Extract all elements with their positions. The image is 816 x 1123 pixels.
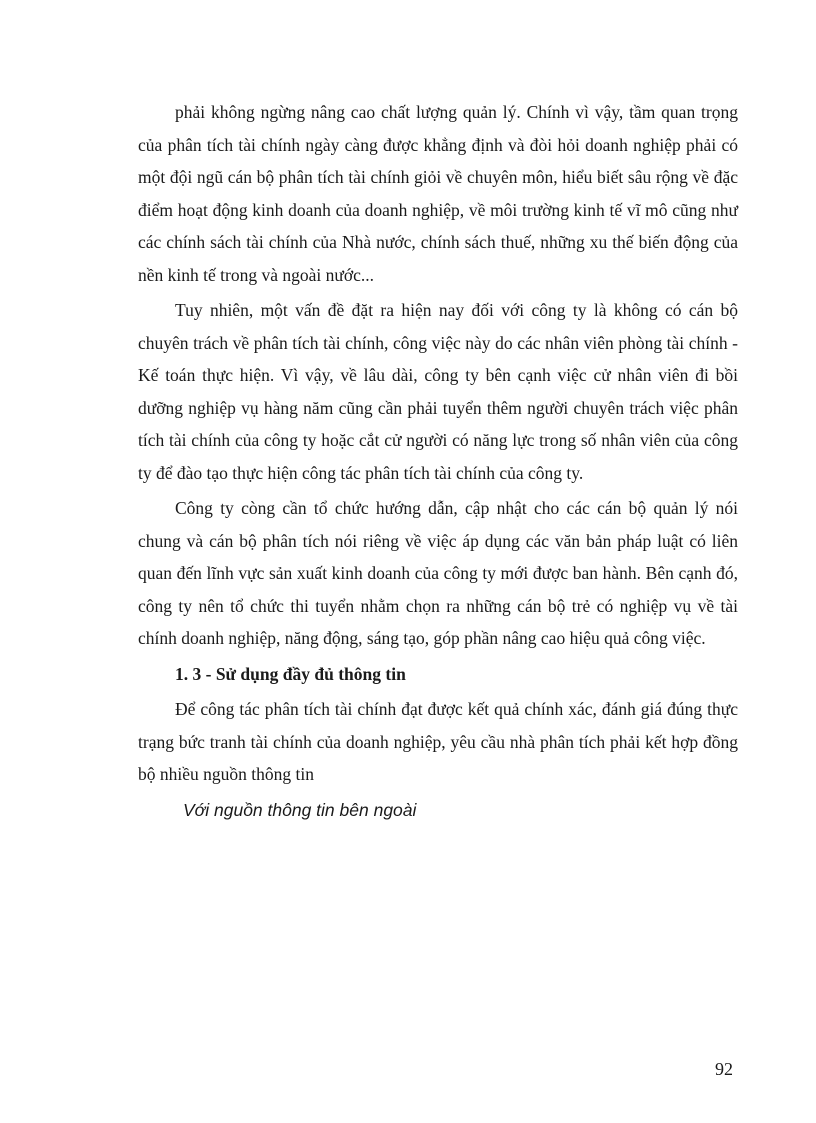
page-number: 92 (715, 1059, 733, 1079)
paragraph-specialist-staff: Tuy nhiên, một vấn đề đặt ra hiện nay đối với công ty là không có cán bộ chuyên trách về phân tích tài chính, công việc này do các nhân viên phòng tài chính - Kế toán thực hiện. Vì vậy, về lâu dài, công ty bên cạnh việc cử nhân viên đi bồi dưỡng nghiệp vụ hàng năm cũng cần phải tuyển thêm người chuyên trách việc phân tích tài chính của công ty hoặc cắt cử người có năng lực trong số nhân viên của công ty để đào tạo thực hiện công tác phân tích tài chính của công ty. (138, 300, 738, 483)
subheading-external-info: Với nguồn thông tin bên ngoài (183, 799, 417, 820)
paragraph-quality-management: phải không ngừng nâng cao chất lượng quản lý. Chính vì vậy, tầm quan trọng của phân tích tài chính ngày càng được khẳng định và đòi hỏi doanh nghiệp phải có một đội ngũ cán bộ phân tích tài chính giỏi về chuyên môn, hiểu biết sâu rộng về đặc điểm hoạt động kinh doanh của doanh nghiệp, về môi trường kinh tế vĩ mô cũng như các chính sách tài chính của Nhà nước, chính sách thuế, những xu thế biến động của nền kinh tế trong và ngoài nước... (138, 102, 738, 285)
document-body (138, 96, 738, 826)
paragraph-training-guidance: Công ty còng cần tổ chức hướng dẫn, cập nhật cho các cán bộ quản lý nói chung và cán bộ phân tích nói riêng về việc áp dụng các văn bản pháp luật có liên quan đến lĩnh vực sản xuất kinh doanh của công ty mới được ban hành. Bên cạnh đó, công ty nên tổ chức thi tuyển nhằm chọn ra những cán bộ trẻ có nghiệp vụ về tài chính doanh nghiệp, năng động, sáng tạo, góp phần nâng cao hiệu quả công việc. (138, 498, 738, 648)
section-heading: 1. 3 - Sử dụng đầy đủ thông tin (175, 663, 406, 684)
paragraph-information-sources: Để công tác phân tích tài chính đạt được kết quả chính xác, đánh giá đúng thực trạng bức tranh tài chính của doanh nghiệp, yêu cầu nhà phân tích phải kết hợp đồng bộ nhiều nguồn thông tin (138, 699, 738, 784)
